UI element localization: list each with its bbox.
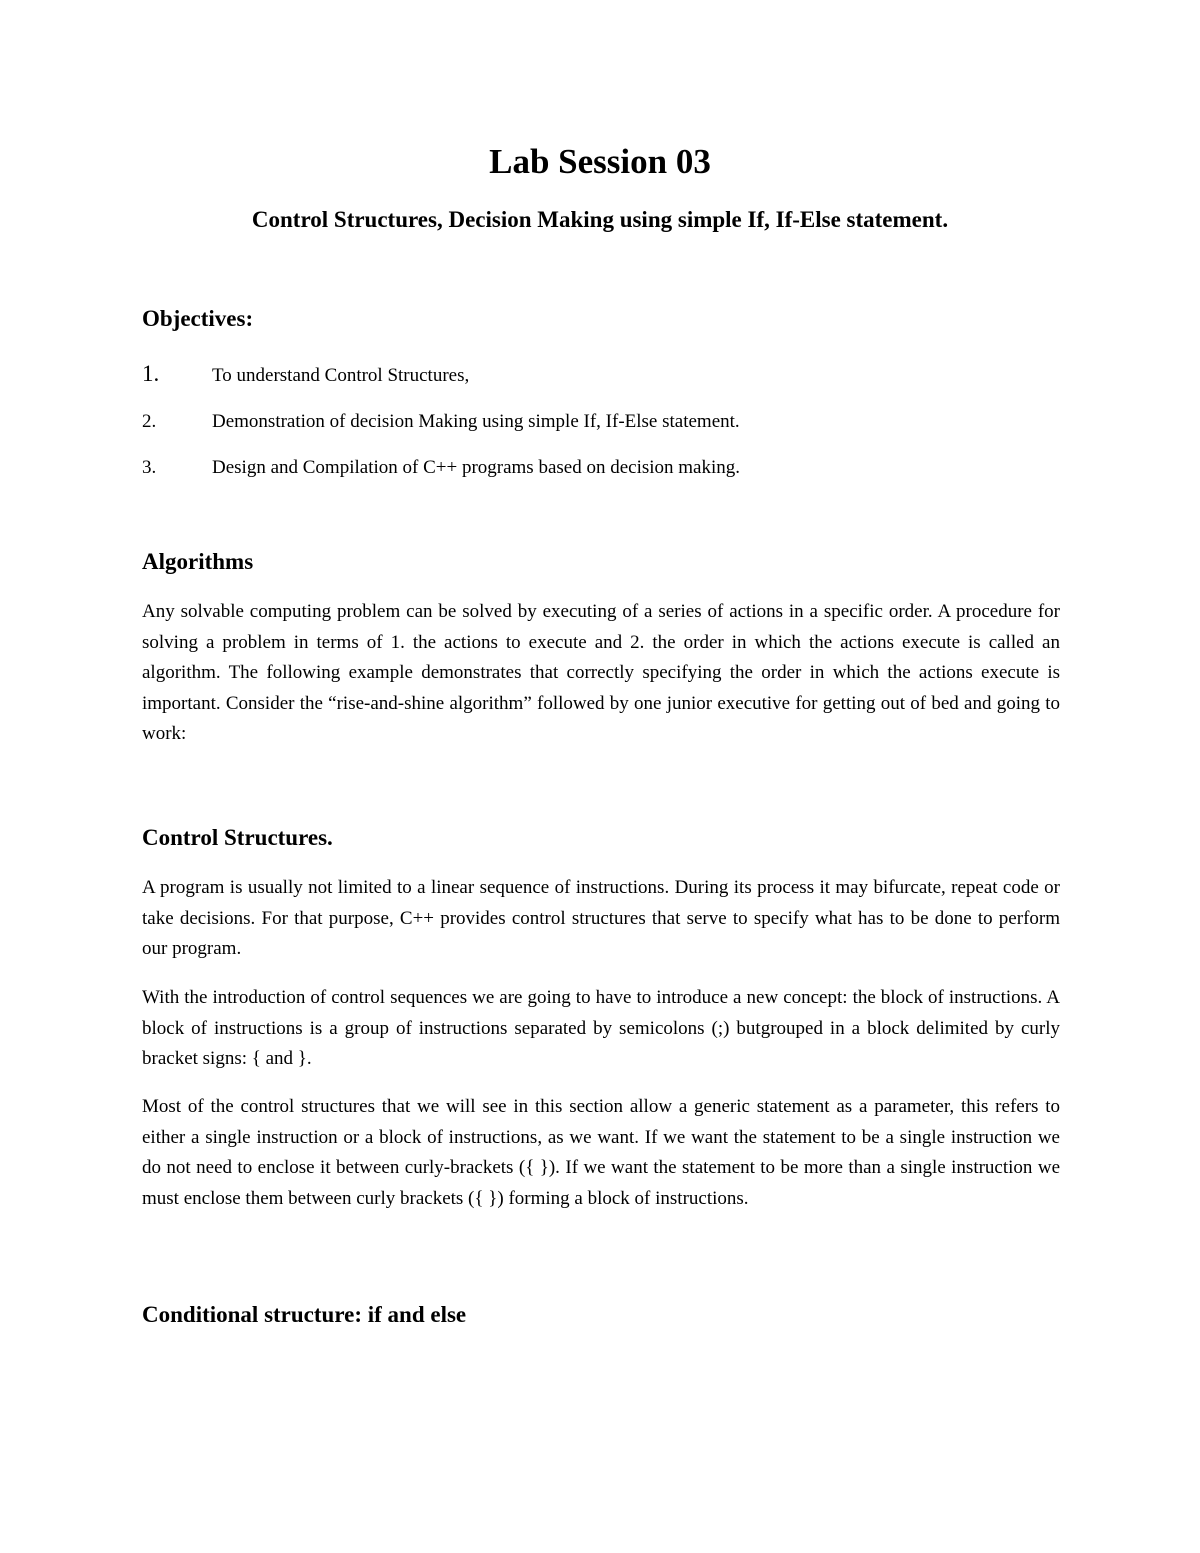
- page-subtitle: Control Structures, Decision Making using simple If, If-Else statement.: [251, 207, 949, 232]
- control-structures-paragraph-2: With the introduction of control sequences we are going to have to introduce a new concept: the block of instructions. A block of instructions is a group of instructions separated by semicolons (;) butgrouped in a block delimited by curly bracket signs: { and }.: [142, 987, 1060, 1070]
- objective-item: [142, 409, 1062, 435]
- objective-item: [142, 361, 1062, 389]
- control-structures-paragraph-1: A program is usually not limited to a linear sequence of instructions. During its process it may bifurcate, repeat code or take decisions. For that purpose, C++ provides control structures that serve to specify what has to be done to perform our program.: [142, 877, 1060, 960]
- control-structures-paragraph-3: Most of the control structures that we will see in this section allow a generic statement as a parameter, this refers to either a single instruction or a block of instructions, as we want. If we want the statement to be a single instruction we do not need to enclose it between curly-brackets ({ }). If we want the statement to be more than a single instruction we must enclose them between curly brackets ({ }) forming a block of instructions.: [142, 1096, 1060, 1209]
- objective-text: To understand Control Structures,: [212, 365, 470, 386]
- conditional-heading: Conditional structure: if and else: [142, 1302, 467, 1327]
- objective-number: 1.: [142, 361, 160, 386]
- objective-number: 2.: [142, 411, 157, 432]
- objective-number: 3.: [142, 457, 157, 478]
- algorithms-paragraph: Any solvable computing problem can be solved by executing of a series of actions in a specific order. A procedure for solving a problem in terms of 1. the actions to execute and 2. the order in which the actions execute is called an algorithm. The following example demonstrates that correctly specifying the order in which the actions execute is important. Consider the “rise-and-shine algorithm” followed by one junior executive for getting out of bed and going to work:: [142, 601, 1060, 745]
- objective-text: Design and Compilation of C++ programs based on decision making.: [212, 457, 741, 478]
- page-title: Lab Session 03: [489, 142, 711, 181]
- objectives-heading: Objectives:: [142, 306, 254, 331]
- objective-text: Demonstration of decision Making using simple If, If-Else statement.: [212, 411, 740, 432]
- objective-item: [142, 455, 1062, 481]
- algorithms-heading: Algorithms: [142, 549, 254, 574]
- control-structures-heading: Control Structures.: [142, 825, 333, 850]
